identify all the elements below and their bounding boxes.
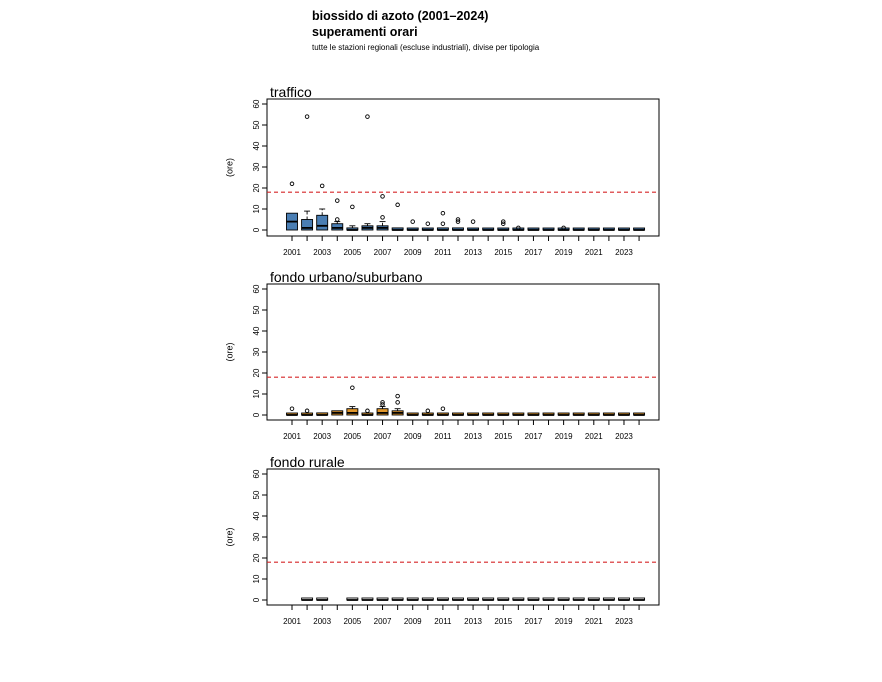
x-tick-label: 2005 — [343, 248, 362, 257]
x-tick-label: 2013 — [464, 432, 482, 441]
outlier-point — [411, 220, 415, 224]
x-tick-label: 2013 — [464, 248, 482, 257]
outlier-point — [290, 182, 294, 186]
x-tick-label: 2003 — [313, 432, 332, 441]
outlier-point — [335, 199, 339, 203]
outlier-point — [426, 222, 430, 226]
outlier-point — [396, 401, 400, 405]
x-tick-label: 2011 — [434, 432, 452, 441]
plot-frame — [267, 284, 659, 420]
x-tick-label: 2007 — [373, 617, 392, 626]
panel-title: fondo rurale — [270, 454, 345, 470]
y-tick-label: 30 — [252, 162, 262, 172]
y-tick-label: 40 — [252, 326, 262, 336]
y-tick-label: 50 — [252, 490, 262, 500]
outlier-point — [290, 407, 294, 411]
x-tick-label: 2015 — [494, 617, 513, 626]
x-tick-label: 2005 — [343, 432, 362, 441]
outlier-point — [305, 409, 309, 413]
outlier-point — [381, 195, 385, 199]
x-tick-label: 2009 — [403, 617, 422, 626]
x-tick-label: 2023 — [615, 617, 633, 626]
x-tick-label: 2015 — [494, 432, 513, 441]
y-tick-label: 30 — [252, 347, 262, 357]
y-axis-label: (ore) — [224, 157, 235, 178]
outlier-point — [320, 184, 324, 188]
outlier-point — [366, 409, 370, 413]
y-tick-label: 60 — [252, 99, 262, 109]
box — [317, 215, 328, 230]
x-tick-label: 2009 — [403, 432, 422, 441]
box — [377, 409, 388, 415]
x-tick-label: 2007 — [373, 248, 392, 257]
outlier-point — [381, 216, 385, 220]
y-tick-label: 40 — [252, 141, 262, 151]
x-tick-label: 2017 — [524, 617, 543, 626]
y-tick-label: 20 — [252, 553, 262, 563]
x-tick-label: 2005 — [343, 617, 362, 626]
y-axis-label: (ore) — [224, 342, 235, 362]
y-tick-label: 40 — [252, 511, 262, 521]
x-tick-label: 2007 — [373, 432, 392, 441]
x-tick-label: 2019 — [554, 248, 573, 257]
y-tick-label: 0 — [252, 597, 262, 603]
x-tick-label: 2019 — [554, 617, 573, 626]
outlier-point — [335, 218, 339, 222]
outlier-point — [396, 203, 400, 207]
outlier-point — [441, 407, 445, 411]
x-tick-label: 2001 — [283, 432, 301, 441]
x-tick-label: 2017 — [524, 432, 543, 441]
y-tick-label: 60 — [252, 284, 262, 294]
panel-title: fondo urbano/suburbano — [270, 269, 423, 285]
x-tick-label: 2011 — [434, 617, 452, 626]
x-tick-label: 2009 — [403, 248, 422, 257]
y-tick-label: 30 — [252, 532, 262, 542]
outlier-point — [366, 115, 370, 119]
figure-caption: tutte le stazioni regionali (escluse industriali), divise per tipologia — [312, 43, 540, 52]
outlier-point — [305, 115, 309, 119]
y-tick-label: 60 — [252, 469, 262, 479]
y-tick-label: 0 — [252, 412, 262, 418]
y-tick-label: 10 — [252, 574, 262, 584]
x-tick-label: 2021 — [584, 248, 603, 257]
x-tick-label: 2017 — [524, 248, 543, 257]
box — [347, 409, 358, 415]
figure-subtitle: superamenti orari — [312, 25, 418, 39]
y-tick-label: 10 — [252, 389, 262, 399]
x-tick-label: 2023 — [615, 432, 633, 441]
x-tick-label: 2023 — [615, 248, 633, 257]
x-tick-label: 2001 — [283, 617, 301, 626]
y-tick-label: 20 — [252, 368, 262, 378]
x-tick-label: 2019 — [554, 432, 573, 441]
x-tick-label: 2021 — [584, 617, 603, 626]
x-tick-label: 2011 — [434, 248, 452, 257]
y-tick-label: 50 — [252, 305, 262, 315]
y-tick-label: 50 — [252, 120, 262, 130]
outlier-point — [396, 394, 400, 398]
figure-title: biossido di azoto (2001–2024) — [312, 9, 489, 23]
x-tick-label: 2015 — [494, 248, 513, 257]
y-axis-label: (ore) — [224, 527, 235, 547]
outlier-point — [471, 220, 475, 224]
y-tick-label: 10 — [252, 204, 262, 214]
box — [332, 224, 343, 230]
x-tick-label: 2021 — [584, 432, 603, 441]
x-tick-label: 2003 — [313, 617, 332, 626]
plot-frame — [267, 469, 659, 605]
x-tick-label: 2001 — [283, 248, 301, 257]
outlier-point — [351, 205, 355, 209]
y-tick-label: 0 — [252, 227, 262, 233]
outlier-point — [351, 386, 355, 390]
x-tick-label: 2013 — [464, 617, 482, 626]
y-tick-label: 20 — [252, 183, 262, 193]
outlier-point — [426, 409, 430, 413]
panel-title: traffico — [270, 84, 312, 100]
x-tick-label: 2003 — [313, 248, 332, 257]
outlier-point — [441, 211, 445, 215]
outlier-point — [441, 222, 445, 226]
